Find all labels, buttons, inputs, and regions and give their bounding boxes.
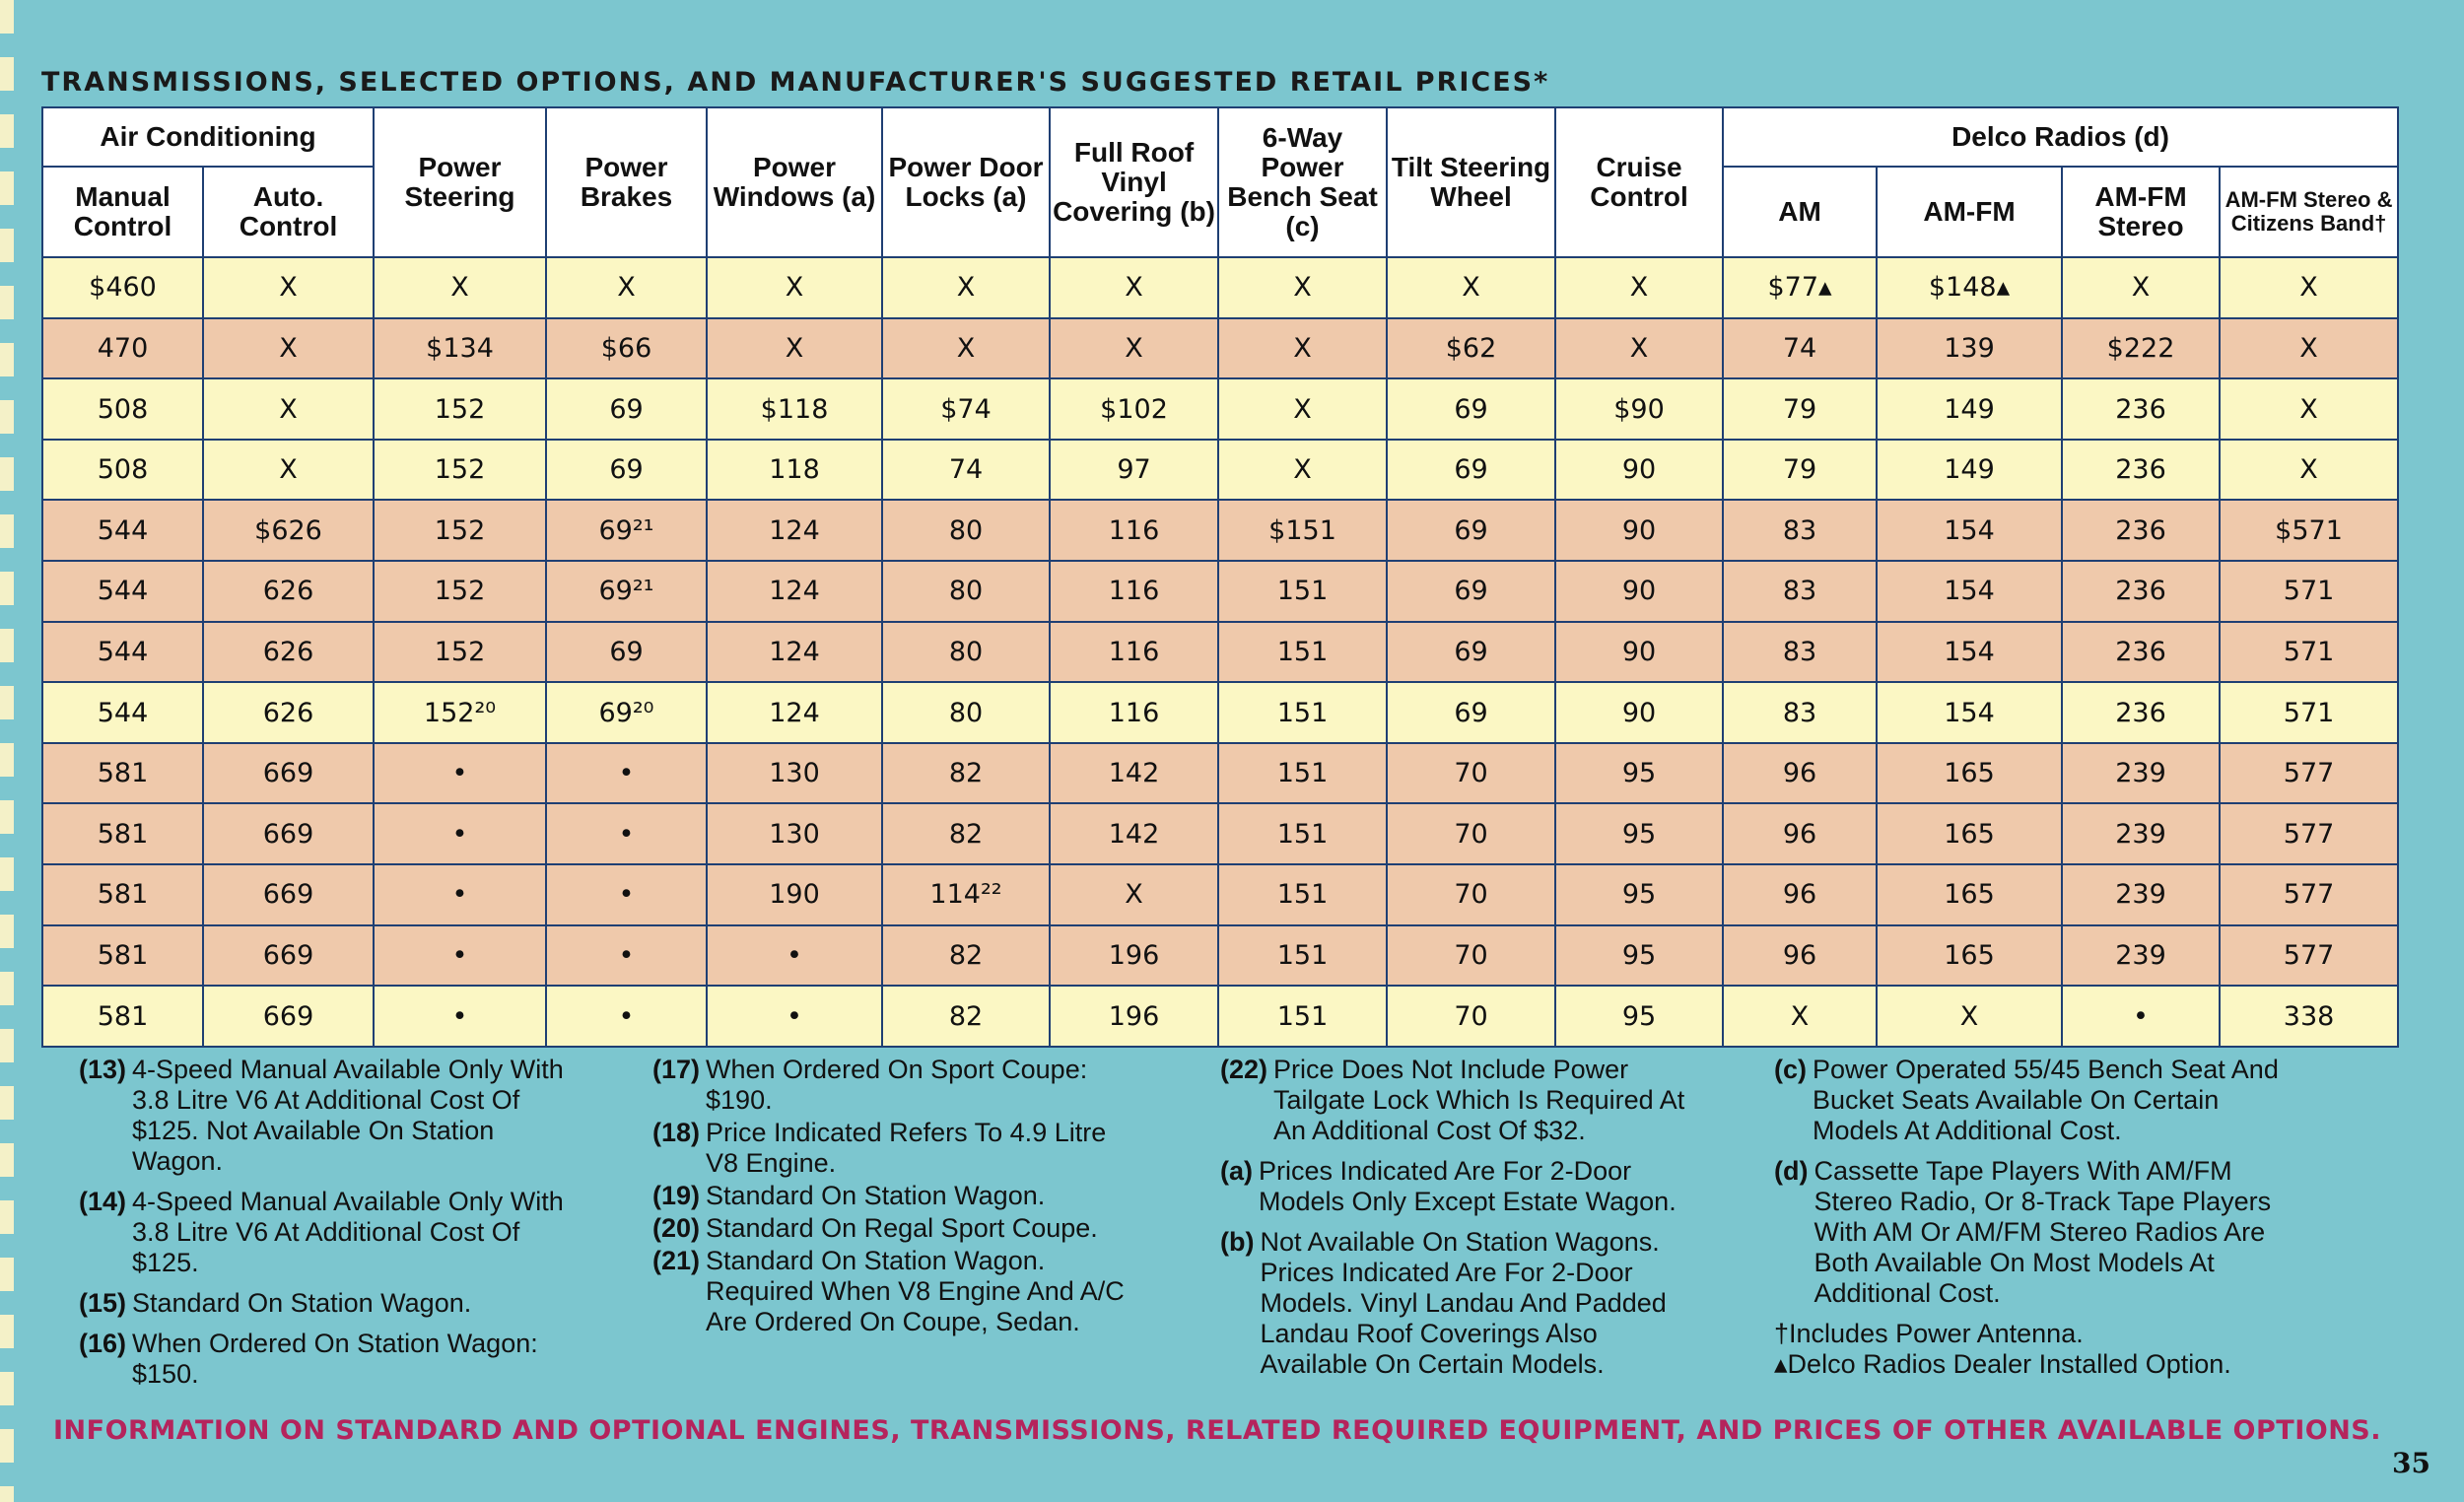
- footnote-key: (d): [1774, 1156, 1809, 1186]
- header-power-windows: Power Windows (a): [707, 107, 882, 257]
- table-cell: 239: [2062, 803, 2220, 864]
- table-cell: 196: [1050, 925, 1218, 987]
- header-am-fm: AM-FM: [1877, 167, 2062, 257]
- table-cell: 338: [2220, 986, 2398, 1047]
- table-cell: 239: [2062, 743, 2220, 804]
- table-cell: 165: [1877, 925, 2062, 987]
- footnote-text: Price Indicated Refers To 4.9 Litre V8 Engine.: [706, 1118, 1107, 1178]
- table-row: [42, 561, 2398, 622]
- table-cell: 69: [1387, 500, 1555, 561]
- table-row: [42, 925, 2398, 987]
- table-row: [42, 986, 2398, 1047]
- table-cell: 236: [2062, 378, 2220, 440]
- header-am-fm-stereo: AM-FM Stereo: [2062, 167, 2220, 257]
- table-row: [42, 682, 2398, 743]
- options-price-table: [41, 106, 2399, 1048]
- table-cell: 80: [882, 500, 1050, 561]
- table-cell: 239: [2062, 925, 2220, 987]
- table-cell: •: [374, 803, 546, 864]
- table-cell: •: [707, 925, 882, 987]
- table-cell: 571: [2220, 561, 2398, 622]
- footnote: [1774, 1055, 2287, 1146]
- footnote-key: (19): [652, 1181, 701, 1210]
- table-cell: X: [1218, 378, 1387, 440]
- table-cell: X: [2062, 257, 2220, 318]
- table-row: [42, 622, 2398, 683]
- table-cell: X: [882, 318, 1050, 379]
- table-cell: 69: [546, 440, 707, 501]
- footnote-text: Standard On Regal Sport Coupe.: [706, 1213, 1098, 1243]
- table-cell: $66: [546, 318, 707, 379]
- table-cell: 69²¹: [546, 561, 707, 622]
- table-cell: •: [374, 986, 546, 1047]
- table-cell: $571: [2220, 500, 2398, 561]
- table-cell: 151: [1218, 743, 1387, 804]
- footnote-key: (20): [652, 1213, 701, 1243]
- table-cell: 151: [1218, 561, 1387, 622]
- table-cell: 90: [1555, 622, 1723, 683]
- header-manual-control: Manual Control: [42, 167, 203, 257]
- footnote: [652, 1055, 1126, 1116]
- table-cell: $148▴: [1877, 257, 2062, 318]
- table-cell: 70: [1387, 803, 1555, 864]
- table-cell: 74: [1723, 318, 1877, 379]
- table-cell: $460: [42, 257, 203, 318]
- table-cell: 470: [42, 318, 203, 379]
- page-number: 35: [2392, 1447, 2430, 1479]
- table-cell: 151: [1218, 986, 1387, 1047]
- table-cell: 69²⁰: [546, 682, 707, 743]
- table-cell: 626: [203, 561, 374, 622]
- table-cell: X: [203, 318, 374, 379]
- footnote-text: Not Available On Station Wagons. Prices Indicated Are For 2-Door Models. Vinyl Landau And Padded Landau Roof Coverings Also Available On Certain Models.: [1260, 1227, 1667, 1379]
- header-tilt-steering: Tilt Steering Wheel: [1387, 107, 1555, 257]
- footnote: [652, 1181, 1126, 1211]
- table-cell: X: [2220, 257, 2398, 318]
- table-cell: 95: [1555, 803, 1723, 864]
- note-dagger: †Includes Power Antenna.: [1774, 1319, 2084, 1348]
- table-cell: X: [707, 257, 882, 318]
- table-cell: 114²²: [882, 864, 1050, 925]
- table-cell: 95: [1555, 986, 1723, 1047]
- table-cell: 154: [1877, 500, 2062, 561]
- table-cell: 130: [707, 803, 882, 864]
- footnote-text: Power Operated 55/45 Bench Seat And Bucket Seats Available On Certain Models At Additional Cost.: [1813, 1055, 2279, 1145]
- table-cell: 96: [1723, 864, 1877, 925]
- table-cell: 90: [1555, 561, 1723, 622]
- table-cell: 130: [707, 743, 882, 804]
- table-row: [42, 864, 2398, 925]
- table-cell: 165: [1877, 743, 2062, 804]
- notes-column-3: [1220, 1055, 1693, 1390]
- table-cell: 70: [1387, 925, 1555, 987]
- table-cell: 83: [1723, 682, 1877, 743]
- table-cell: X: [2220, 440, 2398, 501]
- table-cell: 152: [374, 440, 546, 501]
- footnote: [79, 1187, 591, 1278]
- footnote-text: Prices Indicated Are For 2-Door Models Only Except Estate Wagon.: [1259, 1156, 1677, 1216]
- table-cell: X: [203, 257, 374, 318]
- table-cell: 142: [1050, 743, 1218, 804]
- footnote-key: (a): [1220, 1156, 1253, 1186]
- notes-column-4: [1774, 1055, 2287, 1380]
- table-cell: $77▴: [1723, 257, 1877, 318]
- table-cell: 190: [707, 864, 882, 925]
- table-cell: 152: [374, 378, 546, 440]
- footnote-text: Standard On Station Wagon. Required When V8 Engine And A/C Are Ordered On Coupe, Sedan.: [706, 1246, 1125, 1336]
- table-cell: •: [374, 864, 546, 925]
- table-cell: 577: [2220, 864, 2398, 925]
- table-cell: $134: [374, 318, 546, 379]
- table-cell: 626: [203, 682, 374, 743]
- table-cell: 151: [1218, 864, 1387, 925]
- table-cell: 669: [203, 925, 374, 987]
- table-cell: 80: [882, 561, 1050, 622]
- footnote: [652, 1118, 1126, 1179]
- table-cell: 69: [1387, 622, 1555, 683]
- table-cell: X: [1218, 440, 1387, 501]
- table-cell: 581: [42, 803, 203, 864]
- table-row: [42, 378, 2398, 440]
- footnote-text: 4-Speed Manual Available Only With 3.8 Litre V6 At Additional Cost Of $125. Not Available On Station Wagon.: [132, 1055, 564, 1176]
- table-cell: 69: [546, 622, 707, 683]
- footnote-key: (18): [652, 1118, 701, 1147]
- notes-column-4-list: [1774, 1055, 2287, 1309]
- footnote-text: Standard On Station Wagon.: [706, 1181, 1046, 1210]
- table-cell: 626: [203, 622, 374, 683]
- table-cell: $102: [1050, 378, 1218, 440]
- table-cell: 151: [1218, 925, 1387, 987]
- table-cell: 236: [2062, 440, 2220, 501]
- table-cell: 118: [707, 440, 882, 501]
- footnote: [1220, 1156, 1693, 1217]
- footnote: [652, 1213, 1126, 1244]
- table-cell: 80: [882, 622, 1050, 683]
- table-cell: •: [546, 925, 707, 987]
- table-cell: 116: [1050, 622, 1218, 683]
- table-cell: 116: [1050, 500, 1218, 561]
- table-cell: 669: [203, 986, 374, 1047]
- table-cell: X: [1387, 257, 1555, 318]
- table-cell: 96: [1723, 803, 1877, 864]
- table-cell: 581: [42, 743, 203, 804]
- table-cell: 124: [707, 561, 882, 622]
- table-cell: 236: [2062, 561, 2220, 622]
- table-cell: 165: [1877, 803, 2062, 864]
- table-cell: 196: [1050, 986, 1218, 1047]
- table-cell: 83: [1723, 561, 1877, 622]
- table-cell: X: [203, 440, 374, 501]
- table-cell: X: [374, 257, 546, 318]
- table-cell: 236: [2062, 500, 2220, 561]
- table-cell: $222: [2062, 318, 2220, 379]
- table-cell: •: [546, 986, 707, 1047]
- table-cell: X: [1877, 986, 2062, 1047]
- header-power-steering: Power Steering: [374, 107, 546, 257]
- table-row: [42, 318, 2398, 379]
- table-cell: $626: [203, 500, 374, 561]
- table-cell: 151: [1218, 682, 1387, 743]
- table-cell: X: [2220, 378, 2398, 440]
- table-cell: X: [1723, 986, 1877, 1047]
- table-cell: 149: [1877, 440, 2062, 501]
- footnote-text: Cassette Tape Players With AM/FM Stereo Radio, Or 8-Track Tape Players With AM Or AM/FM Stereo Radios Are Both Available On Most Models At Additional Cost.: [1814, 1156, 2272, 1308]
- table-cell: 571: [2220, 622, 2398, 683]
- table-row: [42, 743, 2398, 804]
- table-cell: 154: [1877, 682, 2062, 743]
- table-row: [42, 500, 2398, 561]
- table-cell: 544: [42, 682, 203, 743]
- footnote-key: (14): [79, 1187, 127, 1216]
- table-cell: 571: [2220, 682, 2398, 743]
- table-cell: X: [1218, 318, 1387, 379]
- table-cell: 577: [2220, 743, 2398, 804]
- table-cell: 581: [42, 864, 203, 925]
- table-cell: 544: [42, 622, 203, 683]
- table-cell: X: [1555, 318, 1723, 379]
- header-full-roof-vinyl: Full Roof Vinyl Covering (b): [1050, 107, 1218, 257]
- table-cell: 139: [1877, 318, 2062, 379]
- table-cell: 508: [42, 440, 203, 501]
- table-cell: 82: [882, 803, 1050, 864]
- edge-stripes: [0, 0, 14, 1502]
- table-cell: 236: [2062, 682, 2220, 743]
- footnote: [79, 1288, 591, 1319]
- table-cell: 152: [374, 561, 546, 622]
- table-cell: 95: [1555, 743, 1723, 804]
- table-cell: 69: [1387, 561, 1555, 622]
- table-cell: $90: [1555, 378, 1723, 440]
- table-cell: 124: [707, 682, 882, 743]
- table-row: [42, 803, 2398, 864]
- table-cell: 581: [42, 925, 203, 987]
- footnote: [1220, 1227, 1693, 1380]
- table-cell: 96: [1723, 925, 1877, 987]
- table-cell: 90: [1555, 440, 1723, 501]
- notes-column-1: [79, 1055, 591, 1400]
- footnote-key: (16): [79, 1329, 127, 1358]
- table-cell: 577: [2220, 925, 2398, 987]
- table-row: [42, 257, 2398, 318]
- table-cell: 70: [1387, 864, 1555, 925]
- table-cell: X: [1050, 257, 1218, 318]
- table-cell: 581: [42, 986, 203, 1047]
- table-cell: •: [374, 925, 546, 987]
- table-cell: 82: [882, 743, 1050, 804]
- table-cell: •: [546, 864, 707, 925]
- header-power-door-locks: Power Door Locks (a): [882, 107, 1050, 257]
- table-cell: 239: [2062, 864, 2220, 925]
- table-cell: X: [1218, 257, 1387, 318]
- table-cell: X: [1555, 257, 1723, 318]
- table-cell: 95: [1555, 925, 1723, 987]
- table-cell: •: [546, 803, 707, 864]
- table-cell: 544: [42, 561, 203, 622]
- table-cell: 90: [1555, 500, 1723, 561]
- header-cruise-control: Cruise Control: [1555, 107, 1723, 257]
- footnote-text: Standard On Station Wagon.: [132, 1288, 472, 1318]
- table-cell: 669: [203, 803, 374, 864]
- table-cell: 70: [1387, 986, 1555, 1047]
- footnote-key: (b): [1220, 1227, 1255, 1257]
- table-cell: X: [1050, 318, 1218, 379]
- footnote: [1220, 1055, 1693, 1146]
- table-cell: 82: [882, 986, 1050, 1047]
- footnote-key: (17): [652, 1055, 701, 1084]
- footnote-key: (13): [79, 1055, 127, 1084]
- table-cell: 142: [1050, 803, 1218, 864]
- table-body: [42, 257, 2398, 1047]
- table-cell: 90: [1555, 682, 1723, 743]
- table-cell: 151: [1218, 803, 1387, 864]
- table-cell: $118: [707, 378, 882, 440]
- table-cell: 96: [1723, 743, 1877, 804]
- footnote-key: (c): [1774, 1055, 1807, 1084]
- table-cell: 544: [42, 500, 203, 561]
- header-delco-radios: Delco Radios (d): [1723, 107, 2398, 167]
- footnote-text: When Ordered On Station Wagon: $150.: [132, 1329, 538, 1389]
- header-six-way-seat: 6-Way Power Bench Seat (c): [1218, 107, 1387, 257]
- table-cell: 152: [374, 622, 546, 683]
- table-cell: 116: [1050, 561, 1218, 622]
- header-power-brakes: Power Brakes: [546, 107, 707, 257]
- note-triangle: ▴Delco Radios Dealer Installed Option.: [1774, 1349, 2231, 1379]
- footer-text: INFORMATION ON STANDARD AND OPTIONAL ENGINES, TRANSMISSIONS, RELATED REQUIRED EQUIPMENT, AND PRICES OF OTHER AVAILABLE OPTIONS.: [53, 1415, 2382, 1446]
- table-cell: 124: [707, 500, 882, 561]
- table-cell: $62: [1387, 318, 1555, 379]
- table-cell: X: [2220, 318, 2398, 379]
- table-cell: 79: [1723, 440, 1877, 501]
- table-cell: 152²⁰: [374, 682, 546, 743]
- table-cell: 69: [1387, 682, 1555, 743]
- table-cell: 669: [203, 743, 374, 804]
- footnote-text: Price Does Not Include Power Tailgate Lock Which Is Required At An Additional Cost Of $32.: [1273, 1055, 1685, 1145]
- footnote: [652, 1246, 1126, 1337]
- table-cell: 79: [1723, 378, 1877, 440]
- table-cell: 236: [2062, 622, 2220, 683]
- table-cell: 69²¹: [546, 500, 707, 561]
- footnote: [1774, 1156, 2287, 1309]
- table-cell: 165: [1877, 864, 2062, 925]
- table-cell: •: [374, 743, 546, 804]
- footnote-text: 4-Speed Manual Available Only With 3.8 Litre V6 At Additional Cost Of $125.: [132, 1187, 564, 1277]
- table-cell: 669: [203, 864, 374, 925]
- table-cell: X: [203, 378, 374, 440]
- table-cell: X: [546, 257, 707, 318]
- table-cell: 70: [1387, 743, 1555, 804]
- table-cell: 154: [1877, 561, 2062, 622]
- table-cell: 124: [707, 622, 882, 683]
- table-cell: 80: [882, 682, 1050, 743]
- table-cell: 97: [1050, 440, 1218, 501]
- notes-column-2: [652, 1055, 1126, 1339]
- footnote-key: (21): [652, 1246, 701, 1275]
- table-cell: •: [2062, 986, 2220, 1047]
- table-cell: •: [546, 743, 707, 804]
- table-cell: $74: [882, 378, 1050, 440]
- table-cell: 69: [546, 378, 707, 440]
- table-cell: X: [1050, 864, 1218, 925]
- table-row: [42, 440, 2398, 501]
- footnote-key: (15): [79, 1288, 127, 1318]
- table-cell: X: [882, 257, 1050, 318]
- table-cell: 116: [1050, 682, 1218, 743]
- table-cell: $151: [1218, 500, 1387, 561]
- table-cell: 151: [1218, 622, 1387, 683]
- table-cell: 74: [882, 440, 1050, 501]
- page-title: TRANSMISSIONS, SELECTED OPTIONS, AND MANUFACTURER'S SUGGESTED RETAIL PRICES*: [41, 67, 1550, 98]
- footnote-text: When Ordered On Sport Coupe: $190.: [706, 1055, 1088, 1115]
- table-cell: 83: [1723, 500, 1877, 561]
- header-auto-control: Auto. Control: [203, 167, 374, 257]
- header-air-conditioning: Air Conditioning: [42, 107, 374, 167]
- header-am: AM: [1723, 167, 1877, 257]
- footnote: [79, 1329, 591, 1390]
- table-cell: 69: [1387, 378, 1555, 440]
- table-cell: 508: [42, 378, 203, 440]
- table-cell: X: [707, 318, 882, 379]
- table-cell: 82: [882, 925, 1050, 987]
- table-cell: 577: [2220, 803, 2398, 864]
- table-cell: 83: [1723, 622, 1877, 683]
- table-cell: •: [707, 986, 882, 1047]
- footnote-key: (22): [1220, 1055, 1268, 1084]
- footnote: [79, 1055, 591, 1177]
- header-am-fm-cb: AM-FM Stereo & Citizens Band†: [2220, 167, 2398, 257]
- table-cell: 152: [374, 500, 546, 561]
- table-cell: 95: [1555, 864, 1723, 925]
- table-cell: 154: [1877, 622, 2062, 683]
- table-cell: 69: [1387, 440, 1555, 501]
- table-cell: 149: [1877, 378, 2062, 440]
